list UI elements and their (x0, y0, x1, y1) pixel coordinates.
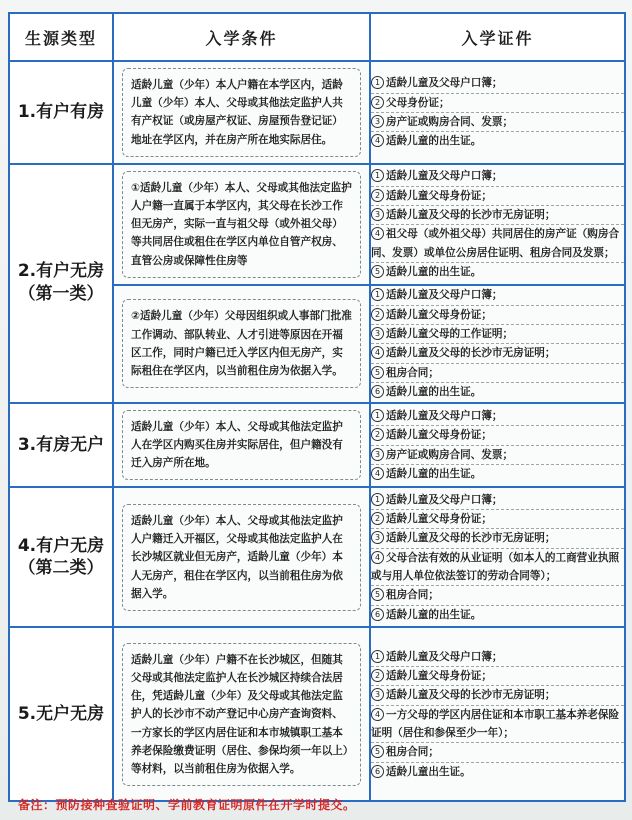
condition-text: 适龄儿童（少年）本人、父母或其他法定监护人户籍迁入开福区，父母或其他法定监护人在长沙城区就业但无房产，适龄儿童（少年）本人无房产，租住在学区内，以当前租住房为依据入学。 (122, 504, 361, 611)
type-cell: 1.有户有房 (9, 61, 113, 164)
list-item: 3 房产证或购房合同、发票； (371, 446, 624, 465)
certificate-cell (370, 61, 625, 164)
table-row (9, 627, 625, 801)
type-cell: 2.有户无房 （第一类） (9, 164, 113, 403)
list-item: 3 适龄儿童及父母的长沙市无房证明； (371, 206, 624, 225)
list-item: 4 适龄儿童及父母的长沙市无房证明； (371, 344, 624, 363)
header-documents: 入学证件 (370, 13, 625, 61)
list-item: 3 房产证或购房合同、发票； (371, 113, 624, 132)
list-item: 1 适龄儿童及父母户口簿； (371, 286, 624, 305)
list-item: 2 适龄儿童父母身份证； (371, 426, 624, 445)
condition-cell (113, 487, 370, 627)
list-item: 4 一方父母的学区内居住证和本市职工基本养老保险证明（居住和参保至少一年）； (371, 706, 624, 744)
list-item: 2 适龄儿童父母身份证； (371, 667, 624, 686)
list-item: 6 适龄儿童的出生证。 (371, 606, 624, 624)
list-item: 5 适龄儿童的出生证。 (371, 263, 624, 281)
condition-text: 适龄儿童（少年）本人、父母或其他法定监护人在学区内购买住房并实际居住，但户籍没有迁入房产所在地。 (122, 410, 361, 481)
certificate-list (371, 491, 624, 624)
type-cell: 5.无户无房 (9, 627, 113, 801)
table-row (9, 403, 625, 488)
header-conditions: 入学条件 (113, 13, 370, 61)
list-item: 2 适龄儿童父母身份证； (371, 510, 624, 529)
list-item: 2 适龄儿童父母身份证； (371, 306, 624, 325)
list-item: 1 适龄儿童及父母户口簿； (371, 407, 624, 426)
condition-text: ②适龄儿童（少年）父母因组织或人事部门批准工作调动、部队转业、人才引进等原因在开福区工作，同时户籍已迁入学区内但无房产，实际租住在学区内，以当前租住房为依据入学。 (122, 299, 361, 388)
condition-cell (113, 403, 370, 488)
certificate-cell (370, 403, 625, 488)
list-item: 6 适龄儿童出生证。 (371, 763, 624, 781)
certificate-cell (370, 164, 625, 285)
certificate-list (371, 286, 624, 401)
list-item: 3 适龄儿童父母的工作证明； (371, 325, 624, 344)
certificate-cell (370, 487, 625, 627)
table-row (9, 487, 625, 627)
list-item: 1 适龄儿童及父母户口簿； (371, 167, 624, 186)
certificate-list (371, 648, 624, 781)
list-item: 5 租房合同； (371, 586, 624, 605)
list-item: 5 租房合同； (371, 364, 624, 383)
table-header-row (9, 13, 625, 61)
list-item: 1 适龄儿童及父母户口簿； (371, 648, 624, 667)
list-item: 4 适龄儿童的出生证。 (371, 132, 624, 150)
certificate-list (371, 407, 624, 483)
condition-cell (113, 285, 370, 403)
certificate-list (371, 74, 624, 150)
list-item: 1 适龄儿童及父母户口簿； (371, 491, 624, 510)
table-row (9, 61, 625, 164)
list-item: 5 租房合同； (371, 743, 624, 762)
list-item: 2 适龄儿童父母身份证； (371, 187, 624, 206)
enrollment-table (8, 12, 626, 802)
table-row (9, 164, 625, 285)
list-item: 6 适龄儿童的出生证。 (371, 383, 624, 401)
type-cell: 3.有房无户 (9, 403, 113, 488)
list-item: 3 适龄儿童及父母的长沙市无房证明； (371, 529, 624, 548)
list-item: 1 适龄儿童及父母户口簿； (371, 74, 624, 93)
list-item: 4 父母合法有效的从业证明（如本人的工商营业执照或与用人单位依法签订的劳动合同等）； (371, 549, 624, 587)
type-cell: 4.有户无房 （第二类） (9, 487, 113, 627)
certificate-cell (370, 285, 625, 403)
header-source-type: 生源类型 (9, 13, 113, 61)
list-item: 4 祖父母（或外祖父母）共同居住的房产证（购房合同、发票）或单位公房居住证明、租房合同及发票； (371, 225, 624, 263)
condition-text: ①适龄儿童（少年）本人、父母或其他法定监护人户籍一直属于本学区内，其父母在长沙工作但无房产，实际一直与祖父母（或外祖父母）等共同居住或租住在学区内单位自管产权房、直管公房或保障性住房等 (122, 171, 361, 278)
footnote: 备注：预防接种查验证明、学前教育证明原件在开学时提交。 (18, 798, 356, 812)
list-item: 2 父母身份证； (371, 94, 624, 113)
condition-cell (113, 61, 370, 164)
condition-cell (113, 164, 370, 285)
list-item: 3 适龄儿童及父母的长沙市无房证明； (371, 686, 624, 705)
condition-cell (113, 627, 370, 801)
condition-text: 适龄儿童（少年）本人户籍在本学区内，适龄儿童（少年）本人、父母或其他法定监护人共有产权证（或房屋产权证、房屋预告登记证）地址在学区内，并在房产所在地实际居住。 (122, 68, 361, 157)
condition-text: 适龄儿童（少年）户籍不在长沙城区，但随其父母或其他法定监护人在长沙城区持续合法居住，凭适龄儿童（少年）及父母或其他法定监护人的长沙市不动产登记中心房产查询资料、一方家长的学区内居住证和本市城镇职工基本养老保险缴费证明（居住、参保均须一年以上）等材料，以当前租住房为依据入学。 (122, 643, 361, 786)
certificate-cell (370, 627, 625, 801)
certificate-list (371, 167, 624, 281)
list-item: 4 适龄儿童的出生证。 (371, 465, 624, 483)
